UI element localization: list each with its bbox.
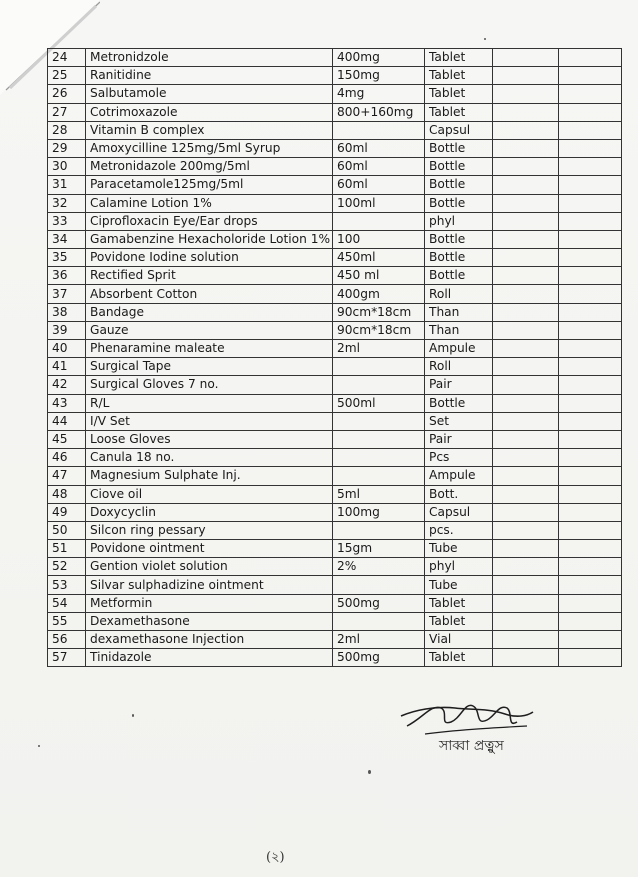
blank-cell (493, 194, 559, 212)
blank-cell (493, 267, 559, 285)
strength-cell: 15gm (333, 540, 425, 558)
strength-cell (333, 212, 425, 230)
table-row (48, 158, 622, 176)
blank-cell (493, 467, 559, 485)
form-cell: Tablet (425, 49, 493, 67)
strength-cell: 150mg (333, 67, 425, 85)
table-row (48, 376, 622, 394)
strength-cell: 100mg (333, 503, 425, 521)
form-cell: Pair (425, 376, 493, 394)
medicine-name-cell: Canula 18 no. (86, 449, 333, 467)
table-row (48, 194, 622, 212)
form-cell: Bott. (425, 485, 493, 503)
medicine-name-cell: Surgical Gloves 7 no. (86, 376, 333, 394)
medicine-name-cell: Povidone Iodine solution (86, 249, 333, 267)
blank-cell (559, 321, 622, 339)
table-row (48, 521, 622, 539)
item-number-cell: 46 (48, 449, 86, 467)
table-row (48, 85, 622, 103)
form-cell: Roll (425, 285, 493, 303)
form-cell: Bottle (425, 249, 493, 267)
item-number-cell: 45 (48, 430, 86, 448)
form-cell: Tablet (425, 612, 493, 630)
item-number-cell: 25 (48, 67, 86, 85)
table-row (48, 340, 622, 358)
item-number-cell: 47 (48, 467, 86, 485)
blank-cell (493, 649, 559, 667)
medicine-name-cell: dexamethasone Injection (86, 631, 333, 649)
item-number-cell: 57 (48, 649, 86, 667)
form-cell: Bottle (425, 230, 493, 248)
item-number-cell: 36 (48, 267, 86, 285)
medicine-name-cell: Gention violet solution (86, 558, 333, 576)
item-number-cell: 51 (48, 540, 86, 558)
strength-cell: 2% (333, 558, 425, 576)
blank-cell (559, 594, 622, 612)
item-number-cell: 42 (48, 376, 86, 394)
strength-cell: 2ml (333, 340, 425, 358)
strength-cell: 100ml (333, 194, 425, 212)
form-cell: Ampule (425, 467, 493, 485)
form-cell: Bottle (425, 139, 493, 157)
item-number-cell: 26 (48, 85, 86, 103)
item-number-cell: 32 (48, 194, 86, 212)
medicine-name-cell: Tinidazole (86, 649, 333, 667)
blank-cell (493, 576, 559, 594)
page-number: (২) (266, 850, 285, 865)
strength-cell (333, 412, 425, 430)
blank-cell (559, 249, 622, 267)
blank-cell (493, 358, 559, 376)
medicine-name-cell: Silcon ring pessary (86, 521, 333, 539)
blank-cell (493, 340, 559, 358)
item-number-cell: 27 (48, 103, 86, 121)
strength-cell: 500ml (333, 394, 425, 412)
medicine-name-cell: Phenaramine maleate (86, 340, 333, 358)
table-row (48, 139, 622, 157)
form-cell: Pair (425, 430, 493, 448)
table-row (48, 285, 622, 303)
table-row (48, 67, 622, 85)
handwritten-signature (395, 688, 535, 760)
form-cell: phyl (425, 212, 493, 230)
blank-cell (493, 412, 559, 430)
form-cell: Bottle (425, 394, 493, 412)
item-number-cell: 44 (48, 412, 86, 430)
blank-cell (559, 376, 622, 394)
blank-cell (493, 321, 559, 339)
blank-cell (559, 558, 622, 576)
medicine-name-cell: Amoxycilline 125mg/5ml Syrup (86, 139, 333, 157)
table-row (48, 212, 622, 230)
blank-cell (559, 139, 622, 157)
blank-cell (493, 376, 559, 394)
form-cell: phyl (425, 558, 493, 576)
form-cell: Ampule (425, 340, 493, 358)
form-cell: Set (425, 412, 493, 430)
medicine-name-cell: Metronidazole 200mg/5ml (86, 158, 333, 176)
item-number-cell: 50 (48, 521, 86, 539)
item-number-cell: 24 (48, 49, 86, 67)
blank-cell (559, 121, 622, 139)
strength-cell: 500mg (333, 594, 425, 612)
blank-cell (559, 285, 622, 303)
blank-cell (493, 430, 559, 448)
item-number-cell: 56 (48, 631, 86, 649)
item-number-cell: 48 (48, 485, 86, 503)
medicine-name-cell: Salbutamole (86, 85, 333, 103)
medicine-name-cell: Surgical Tape (86, 358, 333, 376)
blank-cell (559, 631, 622, 649)
form-cell: Bottle (425, 267, 493, 285)
table-row (48, 176, 622, 194)
form-cell: Roll (425, 358, 493, 376)
table-row (48, 230, 622, 248)
blank-cell (559, 194, 622, 212)
medicine-name-cell: Bandage (86, 303, 333, 321)
item-number-cell: 41 (48, 358, 86, 376)
strength-cell: 500mg (333, 649, 425, 667)
table-row (48, 103, 622, 121)
strength-cell: 60ml (333, 176, 425, 194)
strength-cell (333, 121, 425, 139)
strength-cell: 100 (333, 230, 425, 248)
table-row (48, 412, 622, 430)
strength-cell: 60ml (333, 139, 425, 157)
strength-cell: 60ml (333, 158, 425, 176)
ink-speck (368, 770, 371, 774)
medicine-name-cell: Doxycyclin (86, 503, 333, 521)
blank-cell (559, 67, 622, 85)
medicine-name-cell: Magnesium Sulphate Inj. (86, 467, 333, 485)
medicine-table (47, 48, 622, 667)
item-number-cell: 55 (48, 612, 86, 630)
medicine-name-cell: Ciove oil (86, 485, 333, 503)
medicine-table-body (48, 49, 622, 667)
strength-cell: 90cm*18cm (333, 303, 425, 321)
blank-cell (559, 521, 622, 539)
table-row (48, 321, 622, 339)
table-row (48, 576, 622, 594)
blank-cell (559, 576, 622, 594)
blank-cell (559, 412, 622, 430)
item-number-cell: 35 (48, 249, 86, 267)
blank-cell (559, 176, 622, 194)
medicine-name-cell: Rectified Sprit (86, 267, 333, 285)
table-row (48, 394, 622, 412)
table-row (48, 594, 622, 612)
form-cell: Than (425, 321, 493, 339)
strength-cell: 450ml (333, 249, 425, 267)
blank-cell (559, 212, 622, 230)
blank-cell (559, 230, 622, 248)
table-row (48, 430, 622, 448)
blank-cell (493, 121, 559, 139)
medicine-name-cell: Vitamin B complex (86, 121, 333, 139)
table-row (48, 631, 622, 649)
medicine-name-cell: Calamine Lotion 1% (86, 194, 333, 212)
strength-cell (333, 449, 425, 467)
blank-cell (493, 540, 559, 558)
form-cell: Bottle (425, 194, 493, 212)
blank-cell (493, 230, 559, 248)
blank-cell (493, 485, 559, 503)
table-row (48, 121, 622, 139)
item-number-cell: 28 (48, 121, 86, 139)
form-cell: Tablet (425, 594, 493, 612)
signature-caption: সাব্বা প্রত্নুস (439, 738, 504, 754)
table-row (48, 540, 622, 558)
blank-cell (559, 103, 622, 121)
item-number-cell: 38 (48, 303, 86, 321)
blank-cell (559, 540, 622, 558)
strength-cell: 450 ml (333, 267, 425, 285)
item-number-cell: 31 (48, 176, 86, 194)
form-cell: Tube (425, 540, 493, 558)
item-number-cell: 52 (48, 558, 86, 576)
form-cell: Tablet (425, 103, 493, 121)
blank-cell (493, 176, 559, 194)
strength-cell (333, 576, 425, 594)
table-row (48, 267, 622, 285)
blank-cell (493, 594, 559, 612)
blank-cell (559, 394, 622, 412)
table-row (48, 503, 622, 521)
blank-cell (493, 503, 559, 521)
strength-cell: 4mg (333, 85, 425, 103)
item-number-cell: 33 (48, 212, 86, 230)
blank-cell (493, 558, 559, 576)
form-cell: Vial (425, 631, 493, 649)
blank-cell (559, 449, 622, 467)
medicine-name-cell: Ciprofloxacin Eye/Ear drops (86, 212, 333, 230)
ink-speck (484, 38, 486, 40)
item-number-cell: 37 (48, 285, 86, 303)
form-cell: Tablet (425, 649, 493, 667)
medicine-name-cell: Gamabenzine Hexacholoride Lotion 1% (86, 230, 333, 248)
blank-cell (493, 285, 559, 303)
strength-cell: 2ml (333, 631, 425, 649)
blank-cell (493, 631, 559, 649)
form-cell: Capsul (425, 503, 493, 521)
blank-cell (559, 49, 622, 67)
item-number-cell: 34 (48, 230, 86, 248)
blank-cell (559, 358, 622, 376)
ink-speck (132, 714, 134, 717)
ink-speck (38, 745, 40, 747)
form-cell: Bottle (425, 176, 493, 194)
item-number-cell: 49 (48, 503, 86, 521)
medicine-name-cell: Ranitidine (86, 67, 333, 85)
item-number-cell: 43 (48, 394, 86, 412)
blank-cell (493, 612, 559, 630)
strength-cell (333, 467, 425, 485)
table-row (48, 358, 622, 376)
medicine-name-cell: Metformin (86, 594, 333, 612)
form-cell: Than (425, 303, 493, 321)
form-cell: Pcs (425, 449, 493, 467)
form-cell: pcs. (425, 521, 493, 539)
medicine-name-cell: Cotrimoxazole (86, 103, 333, 121)
blank-cell (493, 249, 559, 267)
strength-cell (333, 521, 425, 539)
blank-cell (559, 158, 622, 176)
item-number-cell: 30 (48, 158, 86, 176)
blank-cell (559, 85, 622, 103)
blank-cell (493, 85, 559, 103)
strength-cell (333, 358, 425, 376)
form-cell: Tablet (425, 67, 493, 85)
blank-cell (493, 67, 559, 85)
strength-cell: 800+160mg (333, 103, 425, 121)
blank-cell (493, 521, 559, 539)
table-row (48, 467, 622, 485)
blank-cell (493, 303, 559, 321)
strength-cell: 90cm*18cm (333, 321, 425, 339)
medicine-name-cell: Silvar sulphadizine ointment (86, 576, 333, 594)
item-number-cell: 40 (48, 340, 86, 358)
blank-cell (559, 267, 622, 285)
item-number-cell: 39 (48, 321, 86, 339)
table-row (48, 49, 622, 67)
strength-cell (333, 376, 425, 394)
blank-cell (493, 212, 559, 230)
blank-cell (493, 158, 559, 176)
medicine-name-cell: Metronidzole (86, 49, 333, 67)
medicine-name-cell: Gauze (86, 321, 333, 339)
blank-cell (559, 485, 622, 503)
blank-cell (493, 103, 559, 121)
blank-cell (559, 303, 622, 321)
medicine-name-cell: I/V Set (86, 412, 333, 430)
medicine-name-cell: Paracetamole125mg/5ml (86, 176, 333, 194)
blank-cell (559, 612, 622, 630)
table-row (48, 612, 622, 630)
form-cell: Tablet (425, 85, 493, 103)
table-row (48, 449, 622, 467)
item-number-cell: 53 (48, 576, 86, 594)
medicine-name-cell: Povidone ointment (86, 540, 333, 558)
blank-cell (493, 449, 559, 467)
blank-cell (559, 649, 622, 667)
medicine-name-cell: Absorbent Cotton (86, 285, 333, 303)
item-number-cell: 29 (48, 139, 86, 157)
table-row (48, 558, 622, 576)
table-row (48, 249, 622, 267)
table-row (48, 485, 622, 503)
strength-cell (333, 430, 425, 448)
blank-cell (493, 139, 559, 157)
form-cell: Bottle (425, 158, 493, 176)
blank-cell (559, 340, 622, 358)
blank-cell (493, 49, 559, 67)
strength-cell (333, 612, 425, 630)
medicine-name-cell: Loose Gloves (86, 430, 333, 448)
medicine-name-cell: Dexamethasone (86, 612, 333, 630)
blank-cell (559, 430, 622, 448)
medicine-name-cell: R/L (86, 394, 333, 412)
blank-cell (493, 394, 559, 412)
strength-cell: 400gm (333, 285, 425, 303)
strength-cell: 5ml (333, 485, 425, 503)
blank-cell (559, 467, 622, 485)
item-number-cell: 54 (48, 594, 86, 612)
strength-cell: 400mg (333, 49, 425, 67)
table-row (48, 649, 622, 667)
table-row (48, 303, 622, 321)
form-cell: Tube (425, 576, 493, 594)
form-cell: Capsul (425, 121, 493, 139)
blank-cell (559, 503, 622, 521)
